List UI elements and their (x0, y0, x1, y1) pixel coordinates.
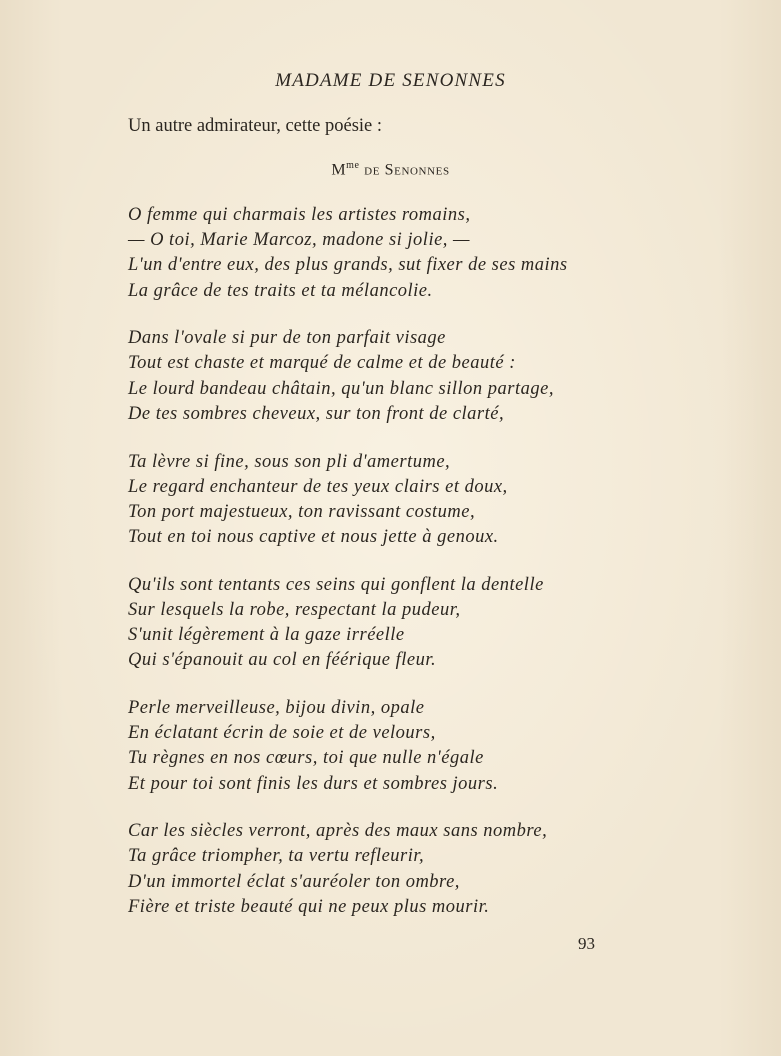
verse-line: Tout en toi nous captive et nous jette à genoux. (128, 527, 499, 548)
verse-line: O femme qui charmais les artistes romains, (128, 205, 471, 225)
verse-line: — O toi, Marie Marcoz, madone si jolie, — (128, 230, 471, 251)
verse-line: Tu règnes en nos cœurs, toi que nulle n'égale (128, 748, 484, 769)
poem-title-superscript: me (346, 160, 360, 171)
verse-line: Dans l'ovale si pur de ton parfait visage (128, 328, 446, 349)
verse-line: De tes sombres cheveux, sur ton front de clarté, (128, 403, 505, 424)
verse-line: S'unit légèrement à la gaze irréelle (128, 625, 405, 646)
stanza-5 (128, 696, 668, 797)
stanza-3 (128, 450, 668, 551)
poem-title-name: de Senonnes (359, 161, 450, 179)
verse-line: D'un immortel éclat s'auréoler ton ombre, (128, 871, 460, 892)
poem (128, 203, 668, 943)
verse-line: Ta grâce triompher, ta vertu refleurir, (128, 846, 425, 867)
verse-line: Perle merveilleuse, bijou divin, opale (128, 698, 425, 718)
verse-line: Qu'ils sont tentants ces seins qui gonflent la dentelle (128, 574, 544, 595)
page-number: 93 (578, 934, 595, 953)
verse-line: La grâce de tes traits et ta mélancolie. (128, 280, 433, 301)
verse-line: Car les siècles verront, après des maux sans nombre, (128, 821, 548, 842)
verse-line: Sur lesquels la robe, respectant la pudeur, (128, 599, 461, 620)
stanza-6 (128, 819, 668, 920)
intro-text: Un autre admirateur, cette poésie : (128, 116, 383, 136)
verse-line: En éclatant écrin de soie et de velours, (128, 723, 436, 744)
verse-line: Le lourd bandeau châtain, qu'un blanc sillon partage, (128, 378, 554, 399)
verse-line: Tout est chaste et marqué de calme et de beauté : (128, 353, 516, 374)
stanza-1 (128, 203, 668, 304)
verse-line: Ta lèvre si fine, sous son pli d'amertume, (128, 451, 451, 472)
verse-line: Et pour toi sont finis les durs et sombres jours. (128, 773, 499, 794)
verse-line: L'un d'entre eux, des plus grands, sut fixer de ses mains (128, 255, 568, 276)
running-head: MADAME DE SENONNES (275, 70, 506, 91)
poem-title-prefix: M (331, 161, 347, 179)
poem-title (0, 160, 781, 179)
stanza-2 (128, 326, 668, 427)
verse-line: Ton port majestueux, ton ravissant costume, (128, 501, 476, 522)
verse-line: Le regard enchanteur de tes yeux clairs et doux, (128, 476, 508, 497)
stanza-4 (128, 573, 668, 674)
verse-line: Qui s'épanouit au col en féérique fleur. (128, 650, 437, 671)
verse-line: Fière et triste beauté qui ne peux plus mourir. (128, 896, 490, 917)
